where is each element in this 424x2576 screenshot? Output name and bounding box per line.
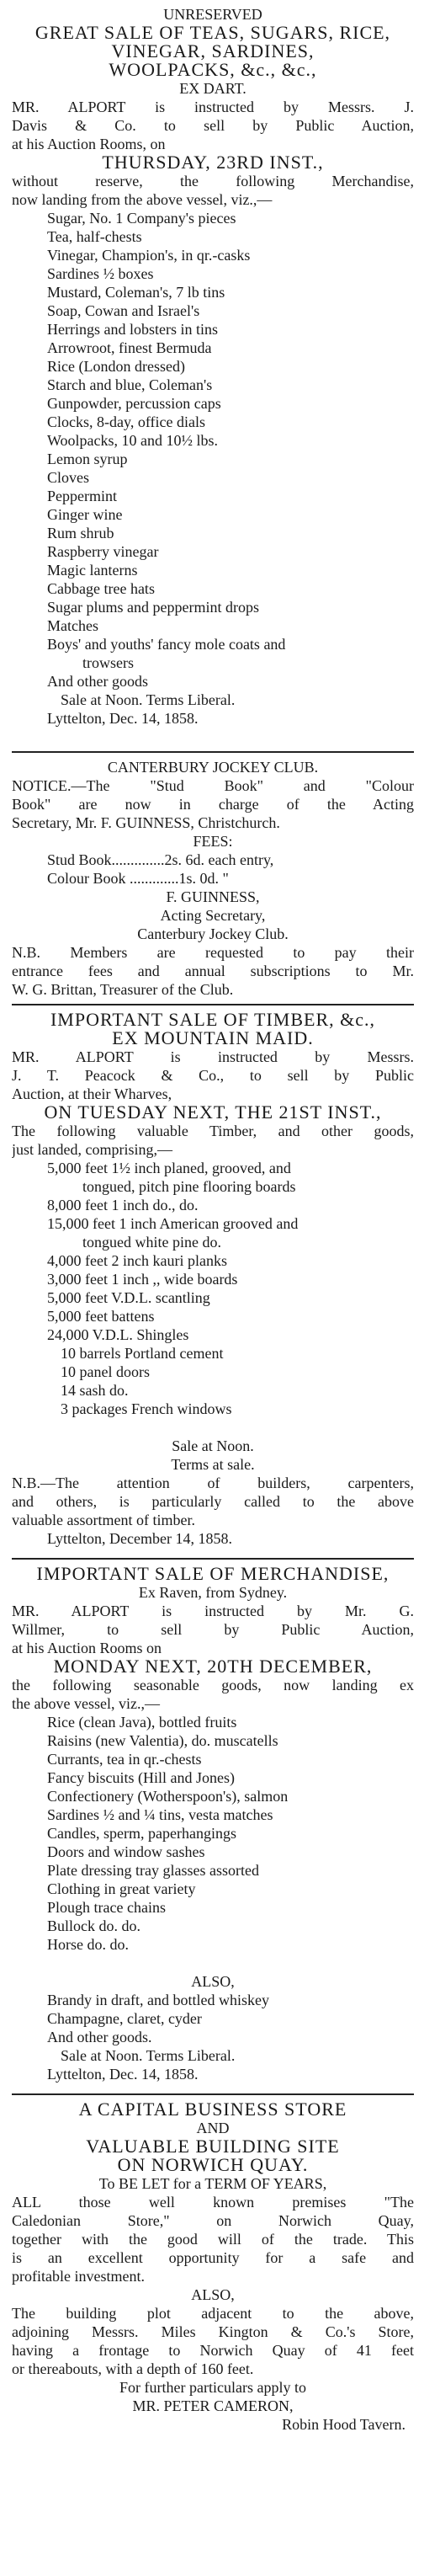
ad-line: Sale at Noon. Terms Liberal. bbox=[61, 691, 236, 708]
ad-line: Vinegar, Champion's, in qr.-casks bbox=[47, 247, 251, 264]
ad-heading: WOOLPACKS, &c., &c., bbox=[109, 61, 317, 79]
ad-line: FEES: bbox=[193, 833, 233, 850]
ad-line: ALL those well known premises "The bbox=[12, 2194, 414, 2211]
ad-line: Plate dressing tray glasses assorted bbox=[47, 1862, 259, 1879]
ad-line: Rice (clean Java), bottled fruits bbox=[47, 1714, 237, 1731]
ad-line: The following valuable Timber, and other goods, bbox=[12, 1123, 414, 1139]
ad-business-store bbox=[12, 2100, 414, 2434]
ad-line: Caledonian Store," on Norwich Quay, bbox=[12, 2212, 414, 2229]
ad-line: MR. PETER CAMERON, bbox=[132, 2397, 294, 2414]
ad-line: Magic lanterns bbox=[47, 562, 138, 579]
ad-line: Arrowroot, finest Bermuda bbox=[47, 339, 212, 356]
ad-line: Confectionery (Wotherspoon's), salmon bbox=[47, 1788, 289, 1805]
ad-line: Sardines ½ boxes bbox=[47, 265, 154, 282]
divider bbox=[12, 751, 414, 753]
ad-line: Bullock do. do. bbox=[47, 1917, 140, 1934]
ad-heading: ON TUESDAY NEXT, THE 21ST INST., bbox=[44, 1103, 382, 1122]
ad-line: Sale at Noon. bbox=[172, 1437, 254, 1454]
ad-line: adjoining Messrs. Miles Kington & Co.'s Store, bbox=[12, 2323, 414, 2340]
ad-line: Acting Secretary, bbox=[160, 907, 266, 924]
ad-line: Woolpacks, 10 and 10½ lbs. bbox=[47, 432, 219, 449]
ad-line: Sardines ½ and ¼ tins, vesta matches bbox=[47, 1806, 273, 1823]
ad-line: Ex Raven, from Sydney. bbox=[138, 1584, 288, 1601]
ad-line: together with the good will of the trade. This bbox=[12, 2231, 414, 2248]
ad-line: tongued white pine do. bbox=[82, 1234, 221, 1251]
ad-line: AND bbox=[196, 2120, 230, 2136]
ad-line: Champagne, claret, cyder bbox=[47, 2010, 202, 2027]
ad-line: ALSO, bbox=[191, 2286, 235, 2303]
ad-line: 24,000 V.D.L. Shingles bbox=[47, 1326, 189, 1343]
ad-line: 3 packages French windows bbox=[61, 1400, 232, 1417]
ad-line: MR. ALPORT is instructed by Messrs. J. bbox=[12, 99, 414, 115]
divider bbox=[12, 2093, 414, 2095]
ad-heading: VALUABLE BUILDING SITE bbox=[86, 2137, 340, 2156]
ad-line: and others, is particularly called to the above bbox=[12, 1493, 414, 1510]
ad-line: is an excellent opportunity for a safe and bbox=[12, 2249, 414, 2266]
ad-line: Horse do. do. bbox=[47, 1936, 129, 1953]
ad-line: Matches bbox=[47, 617, 98, 634]
ad-line: EX DART. bbox=[179, 80, 246, 97]
ad-line: And other goods. bbox=[47, 2029, 152, 2045]
ad-line: J. T. Peacock & Co., to sell by Public bbox=[12, 1067, 414, 1084]
ad-line: Lyttelton, Dec. 14, 1858. bbox=[47, 2066, 199, 2083]
divider bbox=[12, 1558, 414, 1560]
ad-line: 8,000 feet 1 inch do., do. bbox=[47, 1197, 199, 1213]
ad-line: trowsers bbox=[82, 654, 134, 671]
ad-line: 5,000 feet battens bbox=[47, 1308, 155, 1325]
ad-line: The building plot adjacent to the above, bbox=[12, 2305, 414, 2322]
ad-line bbox=[12, 1954, 414, 1972]
ad-line: N.B. Members are requested to pay their bbox=[12, 944, 414, 961]
ad-line: Rum shrub bbox=[47, 525, 114, 541]
ad-line: valuable assortment of timber. bbox=[12, 1512, 195, 1528]
ad-jockey-club bbox=[12, 758, 414, 999]
ad-line: Raisins (new Valentia), do. muscatells bbox=[47, 1732, 278, 1749]
ad-line: Davis & Co. to sell by Public Auction, bbox=[12, 117, 414, 134]
ad-heading: CANTERBURY JOCKEY CLUB. bbox=[107, 759, 319, 776]
ad-line: tongued, pitch pine flooring boards bbox=[82, 1178, 296, 1195]
ad-line: now landing from the above vessel, viz.,— bbox=[12, 191, 273, 208]
ad-line: profitable investment. bbox=[12, 2268, 145, 2285]
ad-line: MR. ALPORT is instructed by Mr. G. bbox=[12, 1603, 414, 1619]
ad-line: Tea, half-chests bbox=[47, 228, 142, 245]
ad-line: Herrings and lobsters in tins bbox=[47, 321, 218, 338]
ad-merchandise-sale bbox=[12, 1565, 414, 2083]
ad-heading: THURSDAY, 23RD INST., bbox=[102, 153, 324, 172]
ad-line: Clothing in great variety bbox=[47, 1880, 196, 1897]
ad-line: And other goods bbox=[47, 673, 148, 690]
ad-line: just landed, comprising,— bbox=[12, 1141, 172, 1158]
ad-heading: A CAPITAL BUSINESS STORE bbox=[78, 2100, 347, 2119]
ad-line: Lyttelton, Dec. 14, 1858. bbox=[47, 710, 199, 727]
ad-heading: IMPORTANT SALE OF MERCHANDISE, bbox=[36, 1565, 390, 1583]
ad-line: Canterbury Jockey Club. bbox=[137, 925, 289, 942]
ad-line: Auction, at their Wharves, bbox=[12, 1085, 172, 1102]
ad-line: Sugar plums and peppermint drops bbox=[47, 599, 259, 616]
ad-heading: GREAT SALE OF TEAS, SUGARS, RICE, bbox=[34, 24, 391, 42]
ad-line: Candles, sperm, paperhangings bbox=[47, 1825, 236, 1842]
ad-line: 14 sash do. bbox=[61, 1382, 129, 1399]
ad-line: Mustard, Coleman's, 7 lb tins bbox=[47, 284, 225, 301]
ad-line: Sugar, No. 1 Company's pieces bbox=[47, 210, 236, 227]
ad-line: To BE LET for a TERM OF YEARS, bbox=[98, 2175, 327, 2192]
ad-line: Cloves bbox=[47, 469, 90, 486]
ad-line: or thereabouts, with a depth of 160 feet. bbox=[12, 2360, 254, 2377]
ad-line: Willmer, to sell by Public Auction, bbox=[12, 1621, 414, 1638]
ad-line: 10 panel doors bbox=[61, 1363, 150, 1380]
ad-line: Lyttelton, December 14, 1858. bbox=[47, 1530, 232, 1547]
ad-line: Cabbage tree hats bbox=[47, 580, 155, 597]
ad-line: the following seasonable goods, now landing ex bbox=[12, 1677, 414, 1693]
ad-line: entrance fees and annual subscriptions to Mr. bbox=[12, 963, 414, 979]
ad-line: NOTICE.—The "Stud Book" and "Colour bbox=[12, 777, 414, 794]
ad-line: Terms at sale. bbox=[171, 1456, 255, 1473]
ad-line: For further particulars apply to bbox=[119, 2379, 306, 2396]
ad-line: F. GUINNESS, bbox=[166, 888, 260, 905]
ad-line: the above vessel, viz.,— bbox=[12, 1695, 160, 1712]
ad-line: Doors and window sashes bbox=[47, 1843, 205, 1860]
ad-line: 15,000 feet 1 inch American grooved and bbox=[47, 1215, 299, 1232]
ad-line: Secretary, Mr. F. GUINNESS, Christchurch. bbox=[12, 814, 280, 831]
ad-line: Gunpowder, percussion caps bbox=[47, 395, 221, 412]
ad-line: Soap, Cowan and Israel's bbox=[47, 302, 200, 319]
ad-heading: ON NORWICH QUAY. bbox=[117, 2156, 309, 2174]
ad-line: Peppermint bbox=[47, 488, 117, 504]
ad-line: at his Auction Rooms on bbox=[12, 1640, 162, 1656]
ad-line: 3,000 feet 1 inch ,, wide boards bbox=[47, 1271, 238, 1288]
ad-line: 10 barrels Portland cement bbox=[61, 1345, 224, 1362]
ad-heading: MONDAY NEXT, 20TH DECEMBER, bbox=[53, 1657, 373, 1676]
ad-line: Boys' and youths' fancy mole coats and bbox=[47, 636, 286, 653]
ad-line: ALSO, bbox=[191, 1973, 235, 1990]
ad-line: Rice (London dressed) bbox=[47, 358, 185, 375]
ad-line: Colour Book .............1s. 0d. " bbox=[47, 870, 229, 887]
ad-line: Book" are now in charge of the Acting bbox=[12, 796, 414, 813]
ad-heading: EX MOUNTAIN MAID. bbox=[112, 1029, 314, 1048]
ad-line bbox=[12, 1418, 414, 1437]
ad-line: Starch and blue, Coleman's bbox=[47, 376, 213, 393]
ad-line: Lemon syrup bbox=[47, 451, 128, 467]
ad-line: Fancy biscuits (Hill and Jones) bbox=[47, 1769, 235, 1786]
ad-heading: VINEGAR, SARDINES, bbox=[111, 42, 315, 61]
ad-line: UNRESERVED bbox=[163, 6, 262, 23]
ad-line: Ginger wine bbox=[47, 506, 123, 523]
ad-line: N.B.—The attention of builders, carpenters, bbox=[12, 1475, 414, 1491]
ad-line: Sale at Noon. Terms Liberal. bbox=[61, 2047, 236, 2064]
ad-line: Plough trace chains bbox=[47, 1899, 166, 1916]
ad-line: MR. ALPORT is instructed by Messrs. bbox=[12, 1048, 414, 1065]
ad-line: 5,000 feet 1½ inch planed, grooved, and bbox=[47, 1160, 291, 1176]
ad-teas-sale bbox=[12, 5, 414, 728]
ad-line: without reserve, the following Merchandise, bbox=[12, 173, 414, 189]
ad-line: at his Auction Rooms, on bbox=[12, 136, 166, 152]
ad-line: Currants, tea in qr.-chests bbox=[47, 1751, 202, 1768]
ad-line: having a frontage to Norwich Quay of 41 feet bbox=[12, 2342, 414, 2359]
ad-line: Clocks, 8-day, office dials bbox=[47, 413, 205, 430]
divider bbox=[12, 1004, 414, 1005]
ad-line: W. G. Brittan, Treasurer of the Club. bbox=[12, 981, 234, 998]
ad-line: 4,000 feet 2 inch kauri planks bbox=[47, 1252, 227, 1269]
ad-line: Stud Book..............2s. 6d. each entry, bbox=[47, 851, 274, 868]
ad-line: Robin Hood Tavern. bbox=[282, 2416, 405, 2433]
ad-line: Brandy in draft, and bottled whiskey bbox=[47, 1992, 269, 2008]
ad-line: 5,000 feet V.D.L. scantling bbox=[47, 1289, 210, 1306]
ad-line: Raspberry vinegar bbox=[47, 543, 159, 560]
ad-timber-sale bbox=[12, 1011, 414, 1548]
ad-heading: IMPORTANT SALE OF TIMBER, &c., bbox=[50, 1011, 376, 1029]
